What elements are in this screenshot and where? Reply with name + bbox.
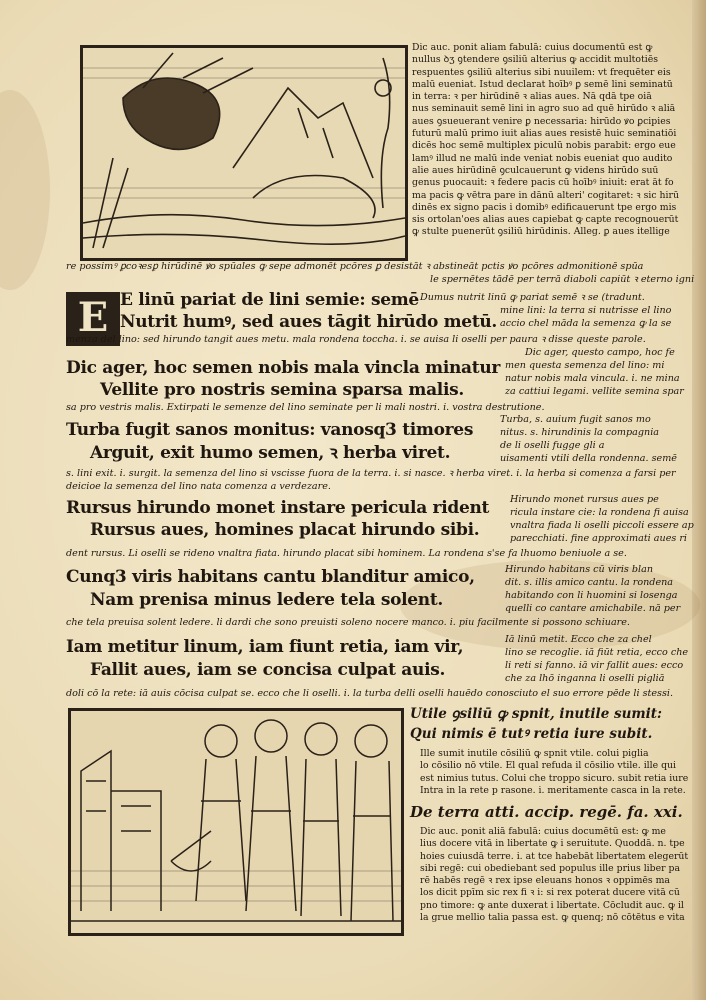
text-line: rē habēs regē ꝛ rex ipse eleuans honos ꝛ oppimēs ma (420, 875, 670, 887)
verse-line: E linū pariat de lini semie: semē (120, 290, 419, 310)
gloss-line: li reti si fanno. iā vir fallit aues: ecco (505, 660, 684, 671)
verse-line: Arguit, exit humo semen, ꝛ herba viret. (90, 443, 451, 463)
gloss-line: Hirundo monet rursus aues pe (510, 494, 659, 505)
woodcut-king-and-people (68, 708, 404, 936)
gloss-line: dit. s. illis amico cantu. la rondena (505, 577, 674, 588)
gloss-line: Iā linū metit. Ecco che za chel (505, 634, 652, 645)
text-line: lius docere vitā in libertate ꝙ i seruitute. Quoddā. n. tpe (420, 838, 685, 850)
gloss-line: accio chel māda la semenza ꝙ la se (500, 318, 672, 329)
gloss-line: Turba, s. auium fugit sanos mo (500, 414, 651, 425)
text-line: genus puocauit: ꝛ federe pacis cū hoībꝰ iniuit: erat āt fo (412, 177, 674, 189)
woodcut-bird-and-hunter (80, 45, 408, 261)
gloss-line: ricula instare cie: la rondena fi auisa (510, 507, 689, 518)
text-line: nus seminauit semē lini in agro suo ad quē hirūdo ꝛ aliā (412, 103, 676, 115)
text-line: Ille sumit inutile cōsiliū ꝙ spnit vtile. colui piglia (420, 748, 649, 759)
gloss-line: men questa semenza del lino: mi (505, 360, 665, 371)
gloss-line: sa pro vestris malis. Extirpati le semenze del lino seminate per li mali nostri. i. vostra destrutione. (66, 402, 545, 413)
text-line: Intra in la rete p rasone. i. meritamente casca in la rete. (420, 784, 686, 796)
text-line: lo cōsilio nō vtile. El qual refuda il cōsilio vtile. ille qui (420, 760, 676, 772)
text-line: in terra: ꝛ per hirūdinē ꝛ alias aues. Nā qdā tpe oiā (412, 91, 652, 103)
gloss-line: vnaltra fiada li oselli piccoli essere ap (510, 520, 694, 531)
moral-line: Utile ꝯsiliū ꝙ spnit, inutile sumit: (410, 706, 663, 722)
gloss-line: Hirundo habitans cū viris blan (505, 564, 654, 575)
verse-line: Nutrit humꝰ, sed aues tāgit hirūdo metū. (120, 312, 498, 332)
gloss-line: doli cō la rete: iā auis cōcisa culpat se. ecco che li oselli. i. la turba delli oselli hauēdo conosciuto el suo errore pēde li stessi. (66, 688, 674, 699)
text-line: los dicit ppīm sic rex fi ꝛ i: si rex poterat ducere vitā cū (420, 887, 680, 899)
text-line: hoies cuiusdā terre. i. at tce habebāt libertatem elegerūt (420, 850, 689, 862)
text-line: alie aues hirūdinē ꝯculcauerunt ꝙ videns hirūdo suū (412, 164, 659, 176)
gloss-line: uisamenti vtili della rondenna. semē (500, 453, 677, 464)
text-line: respuentes ꝯsiliū alterius sibi nuuilem: vt frequēter eis (412, 66, 671, 78)
decorated-initial: E (66, 292, 120, 346)
moral-line: Qui nimis ē tutꝰ retia iure subit. (410, 726, 653, 742)
text-line: futurū malū primo iuit alias aues resistē huic seminatiōi (412, 128, 677, 140)
gloss-line: lino se recoglie. iā fiūt retia, ecco che (505, 647, 689, 658)
text-line: aues ꝯsueuerant venire ꝑ necessaria: hirūdo ꝟo ꝑcipies (412, 115, 671, 127)
text-line: Dic auc. ponit aliam fabulā: cuius documentū est ꝙ (412, 42, 653, 53)
commentary-column-bottom (420, 826, 696, 924)
gloss-line: parecchiati. fine approximati aues ri (510, 533, 688, 544)
text-line: lamꝰ illud ne malū inde veniat nobis eueniat quo audito (412, 152, 673, 164)
verse-line: Rursus aues, homines placat hirundo sibi. (90, 520, 480, 540)
gloss-line: nitus. s. hirundinis la compagnia (500, 427, 659, 438)
text-line: sibi regē: cui obediebant sed populus ille prius liber pa (420, 862, 680, 874)
text-line: ma pacis ꝙ vētra pare in dānū alteri' cogitaret: ꝛ sic hirū (412, 189, 679, 201)
text-line: malū eueniat. Istud declarat hoībꝰ ꝑ semē lini seminatū (412, 78, 673, 90)
text-line: est nimius tutus. Colui che troppo sicuro. subit retia iure (420, 772, 689, 784)
gloss-line: dent rursus. Li oselli se rideno vnaltra fiata. hirundo placat sibi hominem. La rondena s'se fa lhuomo beniuole a se. (66, 548, 627, 559)
gloss-line: za cattiui legami. vellite semina spar (505, 386, 684, 397)
gloss-line: s. lini exit. i. surgit. la semenza del lino si vscisse fuora de la terra. i. si nasce. ꝛ herba viret. i. la herba si comenza a farsi per (66, 468, 676, 479)
verse-line: Iam metitur linum, iam fiunt retia, iam vir, (66, 637, 464, 657)
gloss-line: menza del lino: sed hirundo tangit aues metu. mala rondena toccha. i. se auisa li oselli per paura ꝛ disse queste parole. (66, 334, 646, 345)
text-line: pno timore: ꝙ ante duxerat i libertate. Cōcludit auc. ꝙ il (420, 899, 684, 911)
gloss-line: mine lini: la terra si nutrisse el lino (500, 305, 672, 316)
verse-line: Nam prenisa minus ledere tela solent. (90, 590, 444, 610)
text-line: sis ortolan'oes alias aues capiebat ꝙ capte recognouerūt (412, 214, 679, 226)
verse-line: Dic ager, hoc semen nobis mala vincla minatur (66, 358, 501, 378)
verse-line: Turba fugit sanos monitus: vanosq3 timores (66, 420, 474, 440)
text-line: nullus ꝺʒ ꝯtendere ꝯsiliū alterius ꝙ accidit multotiēs (412, 54, 658, 66)
gloss-line: quelli co cantare amichabile. nā per (505, 603, 681, 614)
text-line: Dic auc. ponit aliā fabulā: cuius documētū est: ꝙ me (420, 826, 666, 837)
gloss-line: Dic ager, questo campo, hoc fe (525, 347, 675, 358)
gloss-line: che za lhō inganna li oselli pigliā (505, 673, 665, 684)
gloss-line: Dumus nutrit linū ꝙ pariat semē ꝛ se (tradunt. (420, 292, 645, 303)
chapter-rubric: De terra atti. accip. regē. fa. xxi. (410, 803, 683, 821)
commentary-column-middle (420, 748, 696, 797)
woodcut-illustration (71, 711, 401, 933)
woodcut-illustration (83, 48, 405, 258)
gloss-line: natur nobis mala vincula. i. ne mina (505, 373, 680, 384)
verse-line: Rursus hirundo monet instare pericula rident (66, 498, 490, 518)
text-line: dinēs ex signo pacis i domibꝰ edificauerunt tpe ergo mis (412, 201, 677, 213)
text-line: la grue mellio talia passa est. ꝙ quenq; nō cōtētus e vita (420, 912, 685, 924)
gloss-line: che tela preuisa solent ledere. li dardi che sono preuisti soleno nocere manco. i. piu facilmente si possono schiuare. (66, 617, 630, 628)
commentary-column-top (412, 42, 696, 239)
text-line: dicēs hoc semē multiplex piculū nobis parabit: ergo eue (412, 140, 676, 152)
gloss-line: le spernētes tādē per terrā diaboli capiūt ꝛ eterno igni (430, 274, 695, 285)
verse-line: Cunq3 viris habitans cantu blanditur amico, (66, 567, 475, 587)
paper-stain (0, 90, 50, 290)
gloss-line: re possimꝰ ꝑcoꝛesꝑ hirūdinē ꝟo spūales ꝙ sepe admonēt pcōres ꝑ desistāt ꝛ abstineāt pctis ꝟo pcōres admonitionē spūa (66, 261, 644, 272)
gloss-line: habitando con li huomini si losenga (505, 590, 678, 601)
text-line: ꝙ stulte puenerūt ꝯsiliū hirūdinis. Alleg. ꝑ aues itellige (412, 226, 670, 238)
gloss-line: de li oselli fugge gli a (500, 440, 605, 451)
verse-line: Fallit aues, iam se concisa culpat auis. (90, 660, 446, 680)
verse-line: Vellite pro nostris semina sparsa malis. (100, 380, 465, 400)
gloss-line: deicioe la semenza del lino nata comenza a verdezare. (66, 481, 331, 492)
